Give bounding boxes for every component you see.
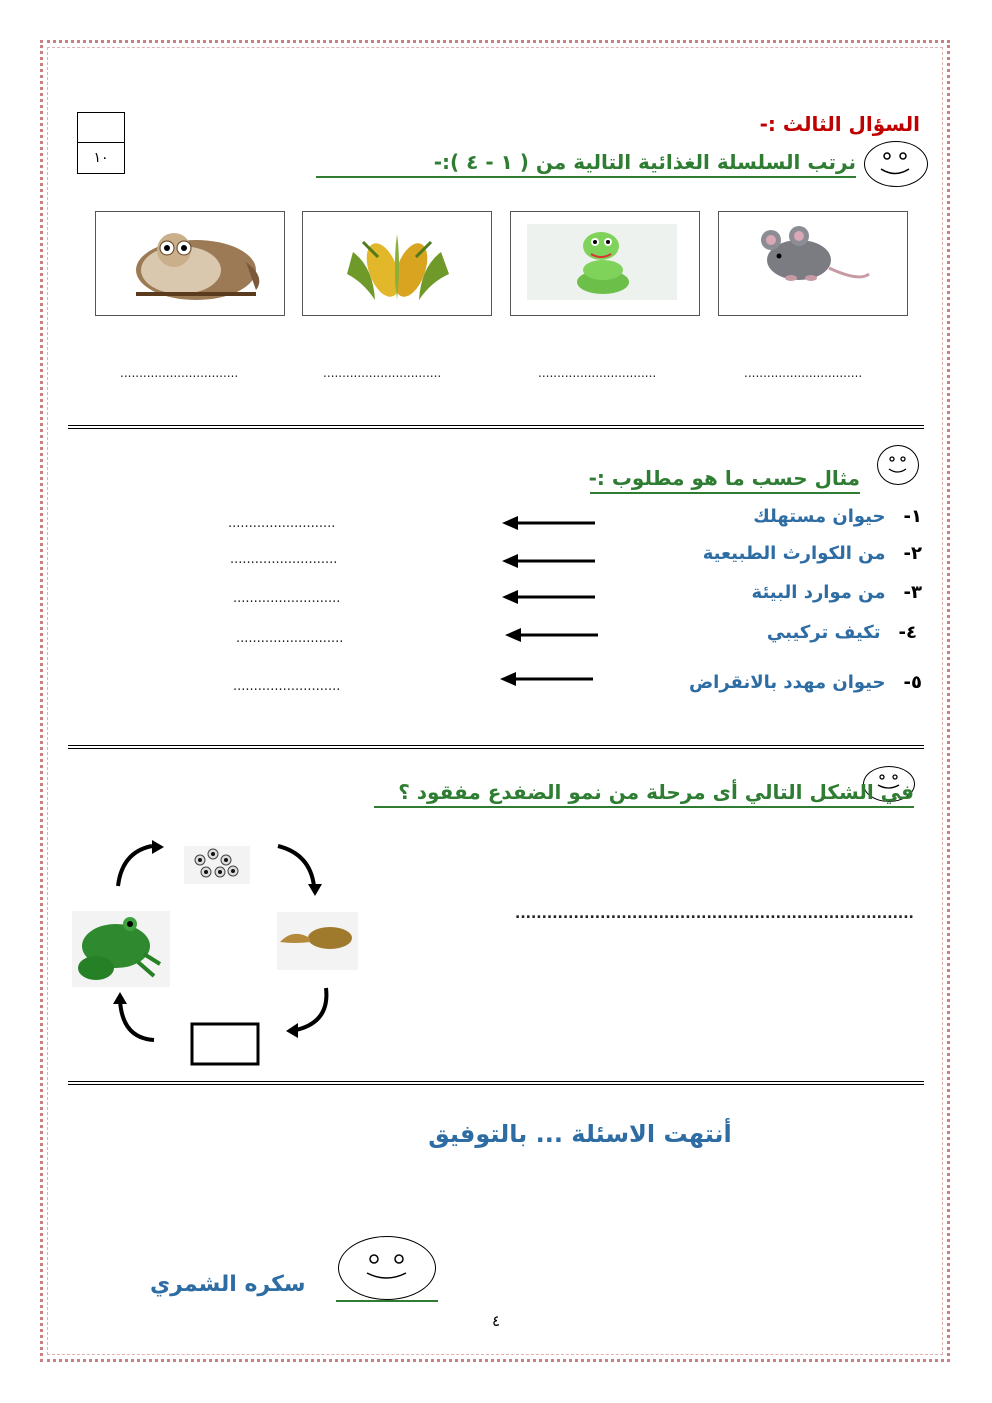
arrow-left-icon <box>505 627 600 643</box>
arrow-left-icon <box>500 671 595 687</box>
mouse-icon <box>719 212 907 315</box>
answer-blank-3[interactable]: ............................... <box>538 366 657 380</box>
item-number: ١- <box>903 506 922 527</box>
frog-icon <box>72 911 170 987</box>
answer-blank-1[interactable]: ............................... <box>120 366 239 380</box>
item-label: تكيف تركيبي <box>766 622 881 643</box>
item-answer-2[interactable]: .......................... <box>230 552 338 567</box>
arrow-left-icon <box>502 515 597 531</box>
item-number: ٢- <box>903 543 922 564</box>
page-number: ٤ <box>491 1312 501 1330</box>
snake-picture <box>510 211 700 316</box>
section2-heading: مثال حسب ما هو مطلوب :- <box>590 466 860 494</box>
snake-icon <box>511 212 699 315</box>
smiley-icon <box>864 141 928 187</box>
score-value: ١٠ <box>93 150 109 166</box>
closing-message: أنتهت الاسئلة ... بالتوفيق <box>428 1120 732 1148</box>
question-title: السؤال الثالث :- <box>759 112 920 136</box>
arrow-left-icon <box>502 553 597 569</box>
missing-stage-answer[interactable]: ........................................................................... <box>515 906 914 922</box>
item-label: حيوان مستهلك <box>753 506 886 527</box>
author-name: سكره الشمري <box>150 1272 306 1297</box>
section3-heading: في الشكل التالي أى مرحلة من نمو الضفدع مفقود ؟ <box>374 780 914 808</box>
divider <box>68 745 924 749</box>
owl-icon <box>96 212 284 315</box>
item-answer-5[interactable]: .......................... <box>233 679 341 694</box>
item-number: ٥- <box>903 672 922 693</box>
divider <box>68 1081 924 1085</box>
score-box <box>77 112 125 174</box>
underline <box>336 1300 438 1302</box>
owl-picture <box>95 211 285 316</box>
section1-heading: نرتب السلسلة الغذائية التالية من ( ١ - ٤ ):- <box>316 150 856 178</box>
frog-life-cycle-diagram <box>68 816 358 1071</box>
list-item-3 <box>752 582 922 603</box>
item-number: ٤- <box>898 622 917 643</box>
item-label: حيوان مهدد بالانقراض <box>688 672 886 693</box>
smiley-icon <box>877 445 919 485</box>
item-answer-4[interactable]: .......................... <box>236 631 344 646</box>
divider <box>68 425 924 429</box>
list-item-4 <box>767 622 917 643</box>
frog-eggs-icon <box>184 846 250 884</box>
missing-stage-box <box>192 1024 258 1064</box>
list-item-2 <box>703 543 922 564</box>
item-label: من الكوارث الطبيعية <box>702 543 886 564</box>
list-item-1 <box>753 506 922 527</box>
list-item-5 <box>689 672 922 693</box>
item-answer-1[interactable]: .......................... <box>228 516 336 531</box>
item-number: ٣- <box>903 582 922 603</box>
tadpole-icon <box>277 912 358 970</box>
answer-blank-4[interactable]: ............................... <box>744 366 863 380</box>
arrow-left-icon <box>502 589 597 605</box>
smiley-icon <box>338 1236 436 1300</box>
mouse-picture <box>718 211 908 316</box>
corn-picture <box>302 211 492 316</box>
corn-icon <box>303 212 491 315</box>
answer-blank-2[interactable]: ............................... <box>323 366 442 380</box>
item-label: من موارد البيئة <box>751 582 886 603</box>
item-answer-3[interactable]: .......................... <box>233 591 341 606</box>
